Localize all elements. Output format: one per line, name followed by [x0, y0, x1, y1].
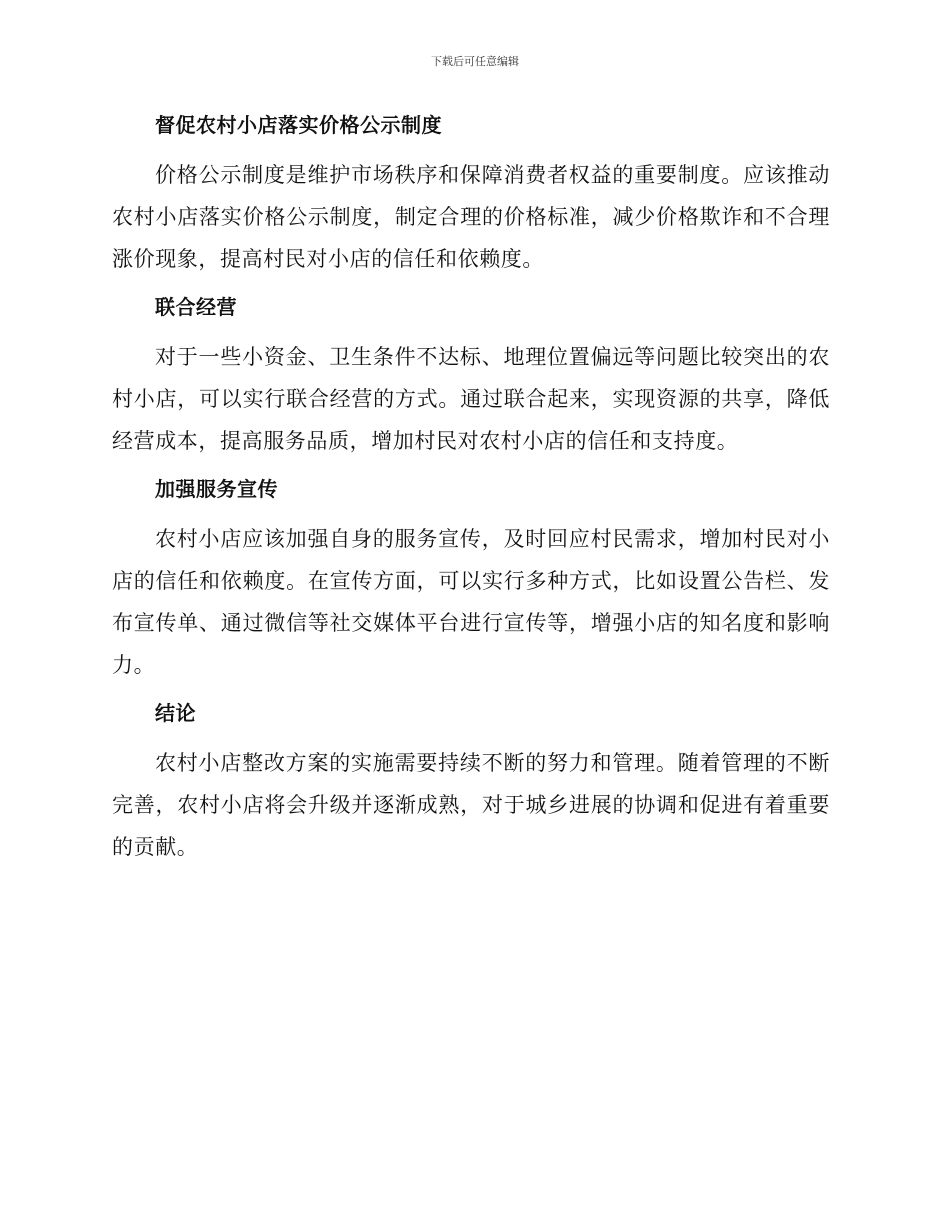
section-service-promotion — [112, 474, 830, 686]
section-conclusion — [112, 698, 830, 868]
document-body — [112, 110, 830, 880]
section-paragraph: 农村小店应该加强自身的服务宣传，及时回应村民需求，增加村民对小店的信任和依赖度。在宣传方面，可以实行多种方式，比如设置公告栏、发布宣传单、通过微信等社交媒体平台进行宣传等，增强小店的知名度和影响力。 — [112, 527, 830, 677]
section-heading: 加强服务宣传 — [155, 477, 278, 501]
section-price-disclosure — [112, 110, 830, 280]
section-paragraph: 价格公示制度是维护市场秩序和保障消费者权益的重要制度。应该推动农村小店落实价格公示制度，制定合理的价格标准，减少价格欺诈和不合理涨价现象，提高村民对小店的信任和依赖度。 — [112, 163, 830, 271]
section-heading: 联合经营 — [155, 295, 237, 319]
section-paragraph: 对于一些小资金、卫生条件不达标、地理位置偏远等问题比较突出的农村小店，可以实行联合经营的方式。通过联合起来，实现资源的共享，降低经营成本，提高服务品质，增加村民对农村小店的信任和支持度。 — [112, 345, 830, 453]
section-heading: 结论 — [155, 701, 196, 725]
page-header: 下载后可任意编辑 — [431, 55, 519, 68]
section-heading: 督促农村小店落实价格公示制度 — [155, 113, 442, 137]
section-joint-operation — [112, 292, 830, 462]
section-paragraph: 农村小店整改方案的实施需要持续不断的努力和管理。随着管理的不断完善，农村小店将会升级并逐渐成熟，对于城乡进展的协调和促进有着重要的贡献。 — [112, 751, 830, 859]
